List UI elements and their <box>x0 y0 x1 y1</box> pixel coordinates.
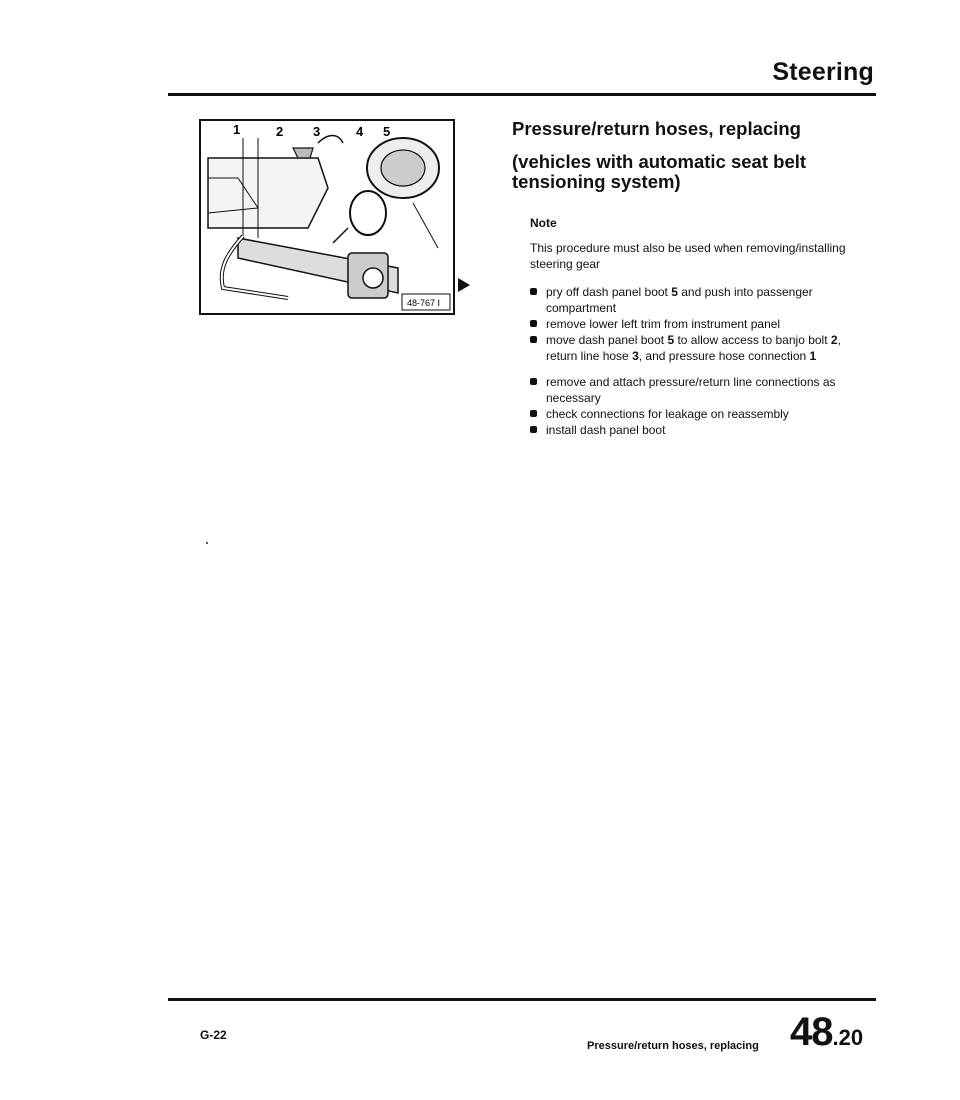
procedure-content <box>512 118 892 438</box>
page-number <box>790 1010 863 1055</box>
steps-list-1 <box>530 284 860 364</box>
steps-list-2 <box>530 374 860 438</box>
note-text: This procedure must also be used when removing/installing steering gear <box>530 241 846 271</box>
page-title: Steering <box>772 58 874 86</box>
callout-2: 2 <box>276 124 284 139</box>
callout-5: 5 <box>383 124 391 139</box>
list-item: pry off dash panel boot 5 and push into passenger compartment <box>530 284 860 316</box>
list-item: remove lower left trim from instrument panel <box>530 316 860 332</box>
page-number-major: 48 <box>790 1010 833 1054</box>
steering-hose-illustration <box>198 118 456 318</box>
procedure-subheading: (vehicles with automatic seat belt tensioning system) <box>512 151 807 192</box>
footer-code: G-22 <box>200 1028 227 1042</box>
callout-1: 1 <box>233 122 241 137</box>
page-number-minor: .20 <box>832 1025 864 1050</box>
top-divider <box>168 93 876 96</box>
callout-3: 3 <box>313 124 321 139</box>
procedure-heading: Pressure/return hoses, replacing <box>512 118 801 139</box>
note-label: Note <box>530 216 557 230</box>
list-item: move dash panel boot 5 to allow access to banjo bolt 2, return line hose 3, and pressure hose connection 1 <box>530 332 860 364</box>
list-item: check connections for leakage on reassembly <box>530 406 860 422</box>
figure-id: 48-767 I <box>407 298 441 308</box>
bottom-divider <box>168 998 876 1001</box>
callout-4: 4 <box>356 124 364 139</box>
list-item: remove and attach pressure/return line connections as necessary <box>530 374 860 406</box>
scan-speck <box>206 542 208 544</box>
list-item: install dash panel boot <box>530 422 860 438</box>
figure-pointer-arrow-icon <box>458 278 470 292</box>
footer-caption: Pressure/return hoses, replacing <box>587 1040 759 1052</box>
